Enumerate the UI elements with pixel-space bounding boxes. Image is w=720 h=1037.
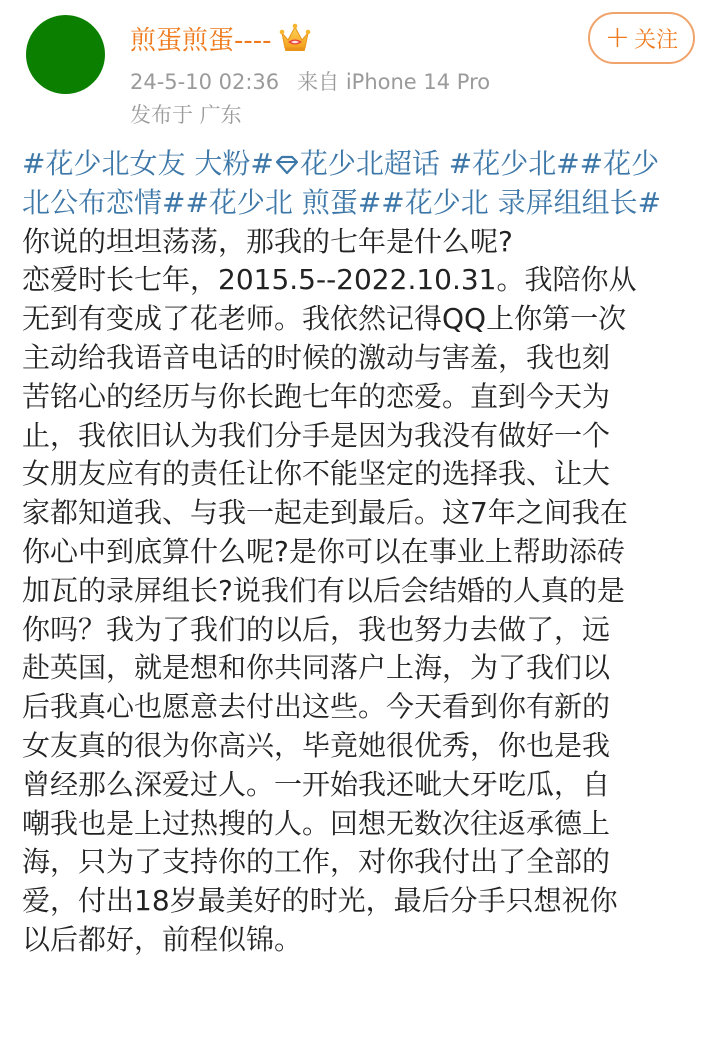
- crown-icon: [278, 21, 312, 55]
- author-row: [130, 18, 312, 58]
- post-meta: [130, 66, 490, 96]
- hashtag-link[interactable]: 花少北超话 #花少北##花少: [299, 147, 660, 180]
- post-text-line: 爱，付出18岁最美好的时光，最后分手只想祝你: [22, 884, 618, 918]
- post-text-line: 无到有变成了花老师。我依然记得QQ上你第一次: [22, 302, 627, 336]
- post-header: [0, 0, 720, 130]
- post-text-line: 你吗？我为了我们的以后，我也努力去做了，远: [22, 612, 611, 646]
- post-content: [22, 145, 702, 960]
- post-time: 24-5-10 02:36: [130, 70, 280, 94]
- post-text-line: 女友真的很为你高兴，毕竟她很优秀，你也是我: [22, 728, 611, 762]
- super-topic-diamond-icon: [274, 154, 300, 176]
- post-source: 来自 iPhone 14 Pro: [297, 70, 491, 94]
- post-text-line: 女朋友应有的责任让你不能坚定的选择我、让大: [22, 457, 611, 491]
- post-text-line: 恋爱时长七年，2015.5--2022.10.31。我陪你从: [22, 263, 637, 297]
- post-text-line: 赴英国，就是想和你共同落户上海，为了我们以: [22, 651, 611, 685]
- post-text-line: 止，我依旧认为我们分手是因为我没有做好一个: [22, 418, 611, 452]
- follow-label: 关注: [634, 27, 679, 53]
- post-body: [22, 223, 702, 960]
- hashtag-link[interactable]: 北公布恋情##花少北 煎蛋##花少北 录屏组组长#: [22, 185, 662, 219]
- post-text-line: 以后都好，前程似锦。: [22, 922, 303, 956]
- plus-icon: +: [604, 20, 631, 55]
- follow-button[interactable]: [588, 12, 695, 64]
- post-text-line: 加瓦的录屏组长?说我们有以后会结婚的人真的是: [22, 573, 625, 607]
- avatar[interactable]: [26, 15, 105, 94]
- post-text-line: 苦铭心的经历与你长跑七年的恋爱。直到今天为: [22, 379, 611, 413]
- post-location: 发布于 广东: [130, 103, 242, 127]
- post-text-line: 嘲我也是上过热搜的人。回想无数次往返承德上: [22, 806, 611, 840]
- post-text-line: 主动给我语音电话的时候的激动与害羞，我也刻: [22, 340, 611, 374]
- post-text-line: 你说的坦坦荡荡，那我的七年是什么呢?: [22, 224, 513, 258]
- post-text-line: 你心中到底算什么呢?是你可以在事业上帮助添砖: [22, 534, 625, 568]
- post-text-line: 家都知道我、与我一起走到最后。这7年之间我在: [22, 496, 628, 530]
- post-text-line: 海，只为了支持你的工作，对你我付出了全部的: [22, 845, 611, 879]
- post-text-line: 曾经那么深爱过人。一开始我还呲大牙吃瓜，自: [22, 767, 611, 801]
- author-name[interactable]: 煎蛋煎蛋----: [130, 25, 272, 56]
- post-text-line: 后我真心也愿意去付出这些。今天看到你有新的: [22, 690, 611, 724]
- hashtag-link[interactable]: #花少北女友 大粉#: [22, 147, 274, 180]
- hashtag-line: [22, 145, 702, 184]
